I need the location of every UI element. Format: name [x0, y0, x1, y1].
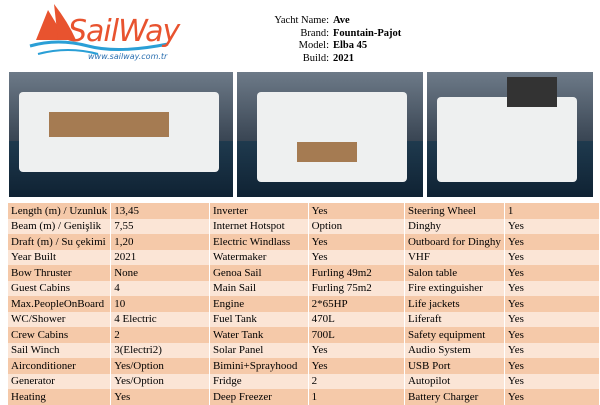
spec-label: Life jackets — [404, 296, 504, 312]
spec-value: Yes — [504, 250, 599, 266]
spec-label: Guest Cabins — [8, 281, 111, 297]
spec-label: Fire extinguisher — [404, 281, 504, 297]
spec-value: Yes — [504, 219, 599, 235]
spec-value: 1,20 — [111, 234, 210, 250]
spec-row — [8, 281, 600, 297]
info-value: Elba 45 — [333, 40, 368, 51]
spec-label: Year Built — [8, 250, 111, 266]
info-value: Ave — [333, 15, 350, 26]
spec-label: Deep Freezer — [209, 389, 308, 405]
spec-value: Yes — [504, 327, 599, 343]
spec-value: Yes — [504, 389, 599, 405]
info-label: Build: — [302, 52, 329, 64]
spec-value: Yes/Option — [111, 358, 210, 374]
spec-label: Battery Charger — [404, 389, 504, 405]
spec-value: Yes/Option — [111, 374, 210, 390]
spec-value: 2021 — [111, 250, 210, 266]
spec-label: Main Sail — [209, 281, 308, 297]
spec-label: Length (m) / Uzunluk — [8, 203, 111, 219]
info-value: 2021 — [333, 52, 354, 64]
spec-value: Yes — [504, 312, 599, 328]
spec-label: Dinghy — [404, 219, 504, 235]
spec-value: Furling 75m2 — [308, 281, 404, 297]
spec-label: Inverter — [209, 203, 308, 219]
spec-label: Audio System — [404, 343, 504, 359]
spec-value: Yes — [308, 358, 404, 374]
specs-table — [8, 203, 600, 405]
spec-label: Airconditioner — [8, 358, 111, 374]
spec-value: Yes — [504, 374, 599, 390]
spec-label: WC/Shower — [8, 312, 111, 328]
spec-label: Sail Winch — [8, 343, 111, 359]
spec-label: Genoa Sail — [209, 265, 308, 281]
spec-row — [8, 296, 600, 312]
spec-value: Yes — [308, 250, 404, 266]
info-row — [200, 53, 401, 66]
spec-value: Yes — [308, 234, 404, 250]
spec-value: Yes — [504, 343, 599, 359]
info-label: Model: — [298, 40, 329, 51]
spec-value: None — [111, 265, 210, 281]
spec-value: 470L — [308, 312, 404, 328]
spec-row — [8, 234, 600, 250]
spec-row — [8, 250, 600, 266]
sailway-logo — [28, 2, 178, 64]
spec-value: 7,55 — [111, 219, 210, 235]
spec-label: Draft (m) / Su çekimi — [8, 234, 111, 250]
yacht-photo-flybridge — [427, 72, 593, 197]
info-label: Brand: — [300, 27, 329, 39]
spec-label: Crew Cabins — [8, 327, 111, 343]
spec-label: Liferaft — [404, 312, 504, 328]
spec-row — [8, 389, 600, 405]
spec-value: 1 — [308, 389, 404, 405]
spec-value: 13,45 — [111, 203, 210, 219]
spec-label: Fridge — [209, 374, 308, 390]
spec-label: Bimini+Sprayhood — [209, 358, 308, 374]
spec-value: Yes — [308, 343, 404, 359]
spec-label: Bow Thruster — [8, 265, 111, 281]
spec-label: Generator — [8, 374, 111, 390]
spec-value: Yes — [504, 234, 599, 250]
spec-label: Safety equipment — [404, 327, 504, 343]
spec-label: Beam (m) / Genişlik — [8, 219, 111, 235]
spec-label: USB Port — [404, 358, 504, 374]
spec-label: Watermaker — [209, 250, 308, 266]
spec-label: Engine — [209, 296, 308, 312]
spec-value: 4 Electric — [111, 312, 210, 328]
info-value: Fountain-Pajot — [333, 27, 402, 39]
spec-value: 4 — [111, 281, 210, 297]
spec-row — [8, 358, 600, 374]
spec-row — [8, 343, 600, 359]
spec-row — [8, 265, 600, 281]
spec-label: Autopilot — [404, 374, 504, 390]
spec-label: Internet Hotspot — [209, 219, 308, 235]
spec-label: Salon table — [404, 265, 504, 281]
spec-value: Yes — [308, 203, 404, 219]
spec-value: 2*65HP — [308, 296, 404, 312]
spec-value: Yes — [504, 358, 599, 374]
spec-value: 10 — [111, 296, 210, 312]
spec-label: Fuel Tank — [209, 312, 308, 328]
spec-row — [8, 327, 600, 343]
info-row — [200, 28, 401, 41]
spec-row — [8, 203, 600, 219]
spec-label: Steering Wheel — [404, 203, 504, 219]
yacht-photo-stern — [9, 72, 233, 197]
spec-value: 1 — [504, 203, 599, 219]
spec-row — [8, 312, 600, 328]
info-label: Yacht Name: — [274, 15, 329, 26]
logo-text: SailWay — [68, 14, 180, 49]
logo-url: www.sailway.com.tr — [88, 52, 168, 61]
spec-row — [8, 374, 600, 390]
spec-value: 700L — [308, 327, 404, 343]
yacht-info — [200, 15, 401, 65]
spec-value: Yes — [504, 265, 599, 281]
spec-value: 2 — [111, 327, 210, 343]
spec-value: Option — [308, 219, 404, 235]
spec-label: Electric Windlass — [209, 234, 308, 250]
yacht-photo-deck — [237, 72, 423, 197]
spec-label: Water Tank — [209, 327, 308, 343]
info-row — [200, 15, 401, 28]
spec-label: Heating — [8, 389, 111, 405]
spec-label: Outboard for Dinghy — [404, 234, 504, 250]
spec-value: Yes — [504, 281, 599, 297]
spec-row — [8, 219, 600, 235]
spec-label: Solar Panel — [209, 343, 308, 359]
spec-value: 3(Electri2) — [111, 343, 210, 359]
spec-label: VHF — [404, 250, 504, 266]
spec-value: 2 — [308, 374, 404, 390]
spec-label: Max.PeopleOnBoard — [8, 296, 111, 312]
info-row — [200, 40, 401, 53]
spec-value: Yes — [111, 389, 210, 405]
spec-value: Furling 49m2 — [308, 265, 404, 281]
spec-value: Yes — [504, 296, 599, 312]
